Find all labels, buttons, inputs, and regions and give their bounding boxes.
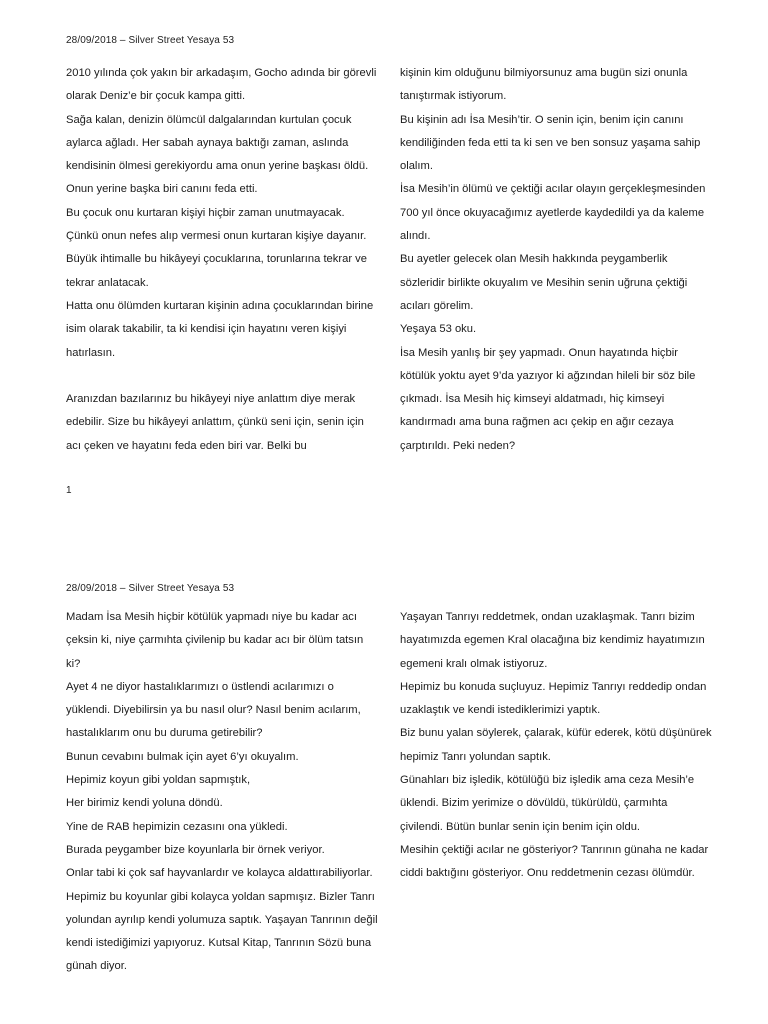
paragraph: Burada peygamber bize koyunlarla bir örnek veriyor. [66, 843, 325, 856]
paragraph: Mesihin çektiği acılar ne gösteriyor? Tanrının günaha ne kadar ciddi baktığını gösteriyor. Onu reddetmenin cezası ölümdür. [400, 843, 709, 880]
paragraph: Hepimiz bu konuda suçluyuz. Hepimiz Tanrıyı reddedip ondan uzaklaştık ve kendi istediklerimizi yaptık. [400, 680, 707, 717]
paragraph: Yine de RAB hepimizin cezasını ona yükledi. [66, 820, 288, 833]
paragraph: Yeşaya 53 oku. [400, 323, 477, 336]
paragraph: Hepimiz koyun gibi yoldan sapmıştık, [66, 774, 251, 787]
paragraph: kişinin kim olduğunu bilmiyorsunuz ama bugün sizi onunla tanıştırmak istiyorum. [400, 67, 688, 103]
paragraph: Sağa kalan, denizin ölümcül dalgalarından kurtulan çocuk aylarca ağladı. Her sabah aynaya baktığı zaman, aslında kendisinin ölmesi gerekiyordu ama onun yerine başkası öldü. Onun yerine başka biri canını feda etti. [66, 113, 369, 196]
paragraph: Her birimiz kendi yoluna döndü. [66, 797, 223, 810]
paragraph: Bu çocuk onu kurtaran kişiyi hiçbir zaman unutmayacak. Çünkü onun nefes alıp vermesi onun kurtaran kişiye dayanır. Büyük ihtimalle bu hikâyeyi çocuklarına, torunlarına tekrar ve tekrar anlatacak. [66, 206, 367, 289]
paragraph: Biz bunu yalan söylerek, çalarak, küfür ederek, kötü düşünürek hepimiz Tanrı yolundan saptık. [400, 727, 712, 763]
paragraph: Onlar tabi ki çok saf hayvanlardır ve kolayca aldattırabiliyorlar. Hepimiz bu koyunlar gibi kolayca yoldan sapmışız. Bizler Tanrı yolundan ayrılıp kendi yolumuza saptık. Yaşayan Tanrının değil kendi istediğimizi yapıyoruz. Kutsal Kitap, Tanrının Sözü buna günah diyor. [66, 867, 378, 973]
paragraph: Bunun cevabını bulmak için ayet 6’yı okuyalım. [66, 750, 299, 763]
paragraph: Günahları biz işledik, kötülüğü biz işledik ama ceza Mesih’e üklendi. Bizim yerimize o dövüldü, tükürüldü, çarmıhta çivilendi. Bütün bunlar senin için benim için oldu. [400, 774, 695, 833]
paragraph: Ayet 4 ne diyor hastalıklarımızı o üstlendi acılarımızı o yüklendi. Diyebilirsin ya bu nasıl olur? Nasıl benim acılarım, hastalıklarım onu bu duruma getirebilir? [66, 680, 361, 740]
paragraph: Bu ayetler gelecek olan Mesih hakkında peygamberlik sözleridir birlikte okuyalım ve Mesihin senin uğruna çektiği acıları görelim. [400, 253, 688, 312]
paragraph: Madam İsa Mesih hiçbir kötülük yapmadı niye bu kadar acı çeksin ki, niye çarmıhta çivilenip bu kadar acı bir ölüm tatsın ki? [66, 611, 364, 670]
paragraph: 2010 yılında çok yakın bir arkadaşım, Gocho adında bir görevli olarak Deniz’e bir çocuk kampa gitti. [66, 67, 377, 103]
paragraph: İsa Mesih yanlış bir şey yapmadı. Onun hayatında hiçbir kötülük yoktu ayet 9’da yazıyor ki ağzından hileli bir söz bile çıkmadı. İsa Mesih hiç kimseyi aldatmadı, hiç kimseyi kandırmadı ama buna rağmen acı çekip en ağır cezaya çarptırıldı. Peki neden? [400, 346, 696, 452]
paragraph: Hatta onu ölümden kurtaran kişinin adına çocuklarından birine isim olarak takabilir, ta ki kendisi için hayatını veren kişiyi hatırlasın. [66, 299, 374, 359]
document-page-2 [0, 512, 768, 1024]
paragraph: Bu kişinin adı İsa Mesih’tir. O senin için, benim için canını kendiliğinden feda etti ta ki sen ve ben sonsuz yaşama sahip olalım. [400, 113, 701, 173]
left-column [66, 606, 378, 979]
paragraph: Yaşayan Tanrıyı reddetmek, ondan uzaklaşmak. Tanrı bizim hayatımızda egemen Kral olacağına biz kendimiz hayatımızın egemeni kralı olmak istiyoruz. [400, 611, 705, 670]
page-header: 28/09/2018 – Silver Street Yesaya 53 [66, 583, 235, 594]
page-header: 28/09/2018 – Silver Street Yesaya 53 [66, 35, 235, 46]
paragraph: İsa Mesih’in ölümü ve çektiği acılar olayın gerçekleşmesinden 700 yıl önce okuyacağımız ayetlerde kaydedildi ya da kaleme alındı. [400, 183, 706, 243]
page-number: 1 [66, 485, 72, 496]
right-column [400, 606, 712, 886]
paragraph-spacer [66, 365, 378, 388]
paragraph: Aranızdan bazılarınız bu hikâyeyi niye anlattım diye merak edebilir. Size bu hikâyeyi anlattım, çünkü seni için, senin için acı çeken ve hayatını feda eden biri var. Belki bu [66, 393, 364, 452]
left-column [66, 62, 378, 458]
right-column [400, 62, 712, 458]
